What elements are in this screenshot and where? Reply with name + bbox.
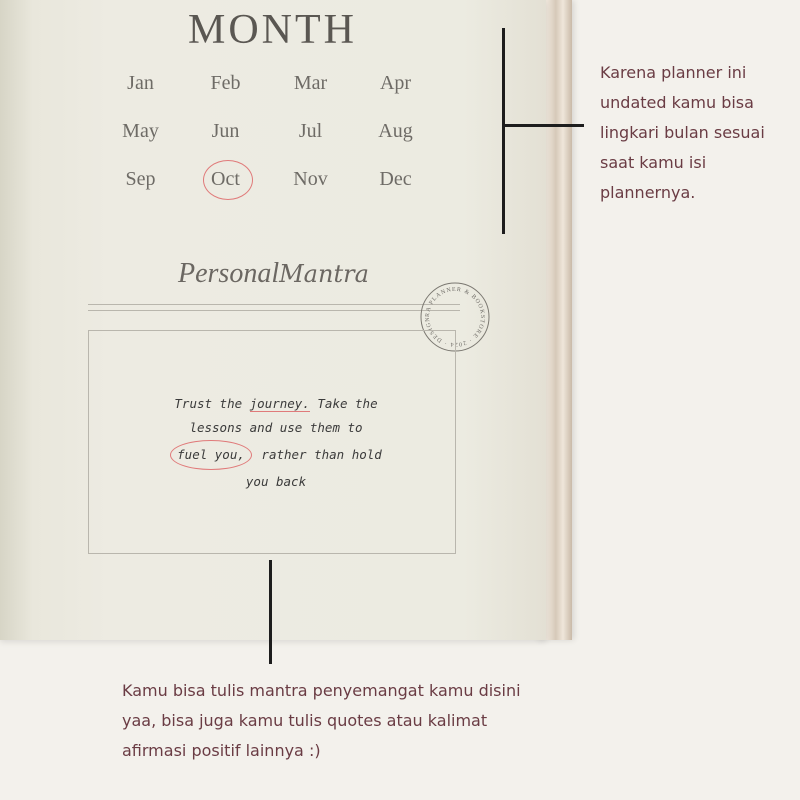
month-grid bbox=[98, 72, 438, 192]
pointer-line-vertical bbox=[502, 28, 505, 234]
section-title-word: Personal bbox=[178, 258, 280, 289]
month-item: Apr bbox=[379, 72, 412, 94]
divider-line bbox=[88, 310, 460, 311]
pointer-line-horizontal bbox=[504, 124, 584, 127]
month-item: Feb bbox=[210, 72, 241, 94]
month-item: Jan bbox=[127, 72, 154, 94]
annotation-line: yaa, bisa juga kamu tulis quotes atau kalimat bbox=[122, 711, 488, 730]
pointer-line-bottom bbox=[269, 560, 272, 664]
mantra-line: Trust the journey. Take the bbox=[174, 396, 378, 411]
month-heading: MONTH bbox=[188, 7, 357, 53]
month-item: Dec bbox=[379, 168, 412, 190]
section-title-script: Mantra bbox=[279, 260, 369, 288]
annotation-line: plannernya. bbox=[600, 183, 696, 202]
month-item: Jul bbox=[298, 120, 323, 142]
month-item: Mar bbox=[293, 72, 328, 94]
annotation-line: saat kamu isi bbox=[600, 153, 707, 172]
month-item: May bbox=[122, 120, 159, 142]
annotation-line: lingkari bulan sesuai bbox=[600, 123, 765, 142]
divider-line bbox=[88, 304, 460, 305]
mantra-line: fuel you, rather than hold bbox=[160, 440, 392, 470]
section-title bbox=[178, 258, 369, 290]
underlined-phrase: journey. bbox=[249, 396, 310, 411]
annotation-line: Kamu bisa tulis mantra penyemangat kamu disini bbox=[122, 681, 521, 700]
circled-phrase: fuel you, bbox=[170, 440, 252, 470]
annotation-line: afirmasi positif lainnya :) bbox=[122, 741, 321, 760]
month-item-circled: Oct bbox=[183, 168, 268, 192]
right-annotation bbox=[600, 58, 800, 208]
month-item: Aug bbox=[378, 120, 413, 142]
stamp-text: RA PLANNER & BOOKSTORE · 2024 · DESIGN bbox=[424, 286, 486, 348]
month-item: Sep bbox=[125, 168, 156, 190]
mantra-handwriting bbox=[160, 392, 392, 494]
annotation-line: Karena planner ini bbox=[600, 63, 747, 82]
mantra-line: lessons and use them to bbox=[189, 420, 363, 435]
month-item: Nov bbox=[293, 168, 328, 190]
mantra-line: you back bbox=[245, 474, 307, 489]
month-item: Jun bbox=[211, 120, 240, 142]
annotation-line: undated kamu bisa bbox=[600, 93, 754, 112]
bottom-annotation bbox=[122, 676, 622, 766]
